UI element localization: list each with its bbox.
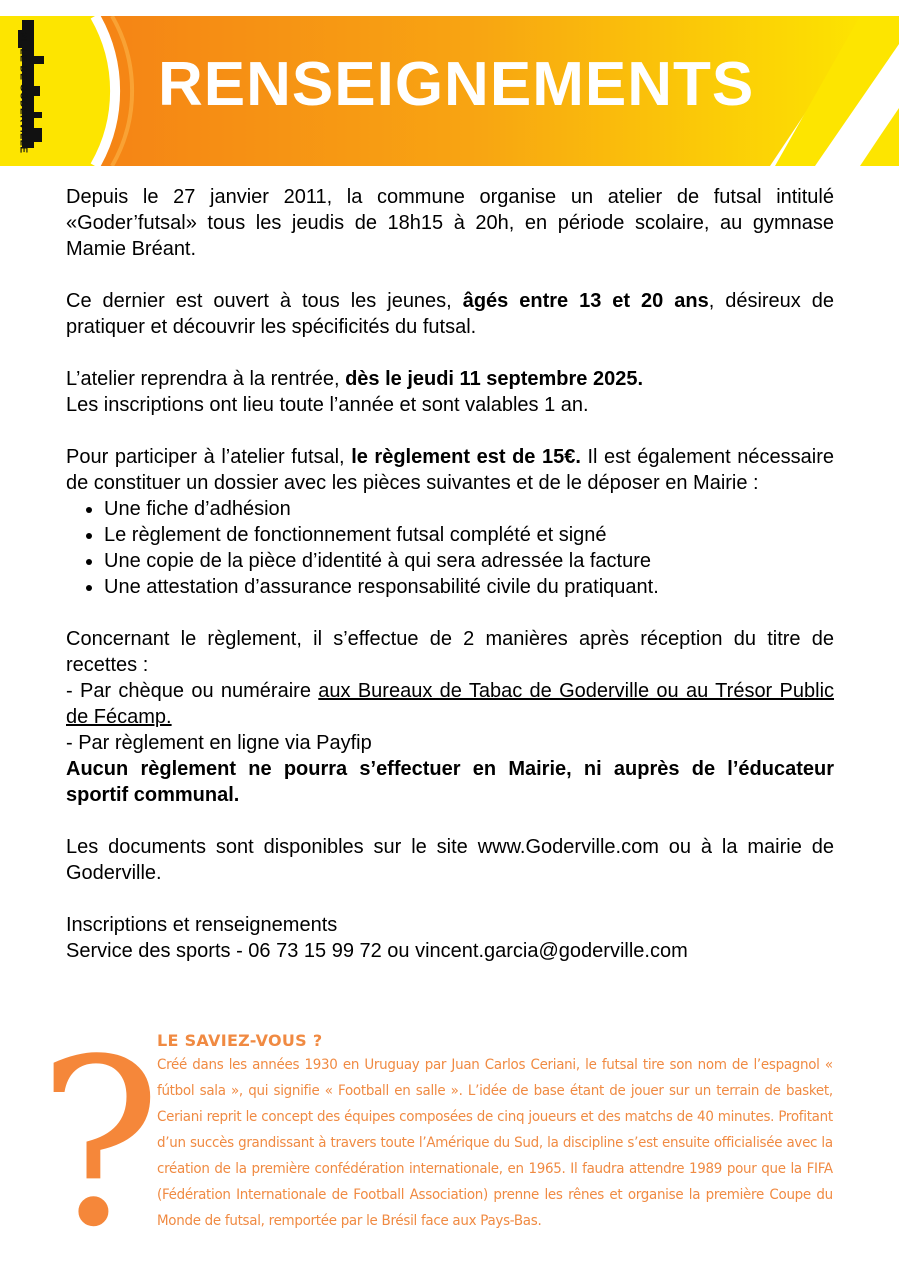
list-item: • Le règlement de fonctionnement futsal complété et signé [104,522,834,548]
list-item: • Une attestation d’assurance responsabilité civile du pratiquant. [104,574,834,600]
did-you-know-title: LE SAVIEZ-VOUS ? [157,1031,323,1050]
list-item: • Une fiche d’adhésion [104,496,834,522]
city-logo-text: VILLE DE GODERVILLE [17,30,29,154]
header-banner [0,16,899,166]
main-content [66,184,834,990]
age-paragraph: Ce dernier est ouvert à tous les jeunes, âgés entre 13 et 20 ans, désireux de pratiquer et découvrir les spécificités du futsal. [66,290,835,338]
contact-paragraph: Inscriptions et renseignements Service des sports - 06 73 15 99 72 ou vincent.garcia@goderville.com [66,914,688,962]
did-you-know-text: Créé dans les années 1930 en Uruguay par Juan Carlos Ceriani, le futsal tire son nom de l’espagnol « fútbol sala », qui signifie « Football en salle ». L’idée de base étant de jouer sur un terrain de basket, Ceriani reprit le concept des équipes composées de cinq joueurs et des matchs de 40 minutes. Profitant d’un succès grandissant à travers toute l’Amérique du Sud, la discipline s’est ensuite officialisée avec la création de la première confédération internationale, en 1965. Il faudra attendre 1989 pour que la FIFA (Fédération Internationale de Football Association) prenne les rênes et organise la première Coupe du Monde de futsal, remportée par le Brésil face aux Pays-Bas. [157,1057,833,1229]
intro-paragraph: Depuis le 27 janvier 2011, la commune organise un atelier de futsal intitulé «Goder’futsal» tous les jeudis de 18h15 à 20h, en période scolaire, au gymnase Mamie Bréant. [66,186,834,260]
payment-paragraph: Concernant le règlement, il s’effectue de 2 manières après réception du titre de recettes : - Par chèque ou numéraire aux Bureaux de Tabac de Goderville ou au Trésor Public de Fécamp. - Par règlement en ligne via Payfip Aucun règlement ne pourra s’effectuer en Mairie, ni auprès de l’éducateur sportif communal. [66,628,835,806]
documents-paragraph: Les documents sont disponibles sur le site www.Goderville.com ou à la mairie de Goderville. [66,836,834,884]
did-you-know-box [157,1030,833,1234]
fee-paragraph: Pour participer à l’atelier futsal, le règlement est de 15€. Il est également nécessaire de constituer un dossier avec les pièces suivantes et de le déposer en Mairie : [66,446,834,494]
restart-paragraph: L’atelier reprendra à la rentrée, dès le jeudi 11 septembre 2025. Les inscriptions ont lieu toute l’année et sont valables 1 an. [66,368,644,416]
documents-list [66,496,834,600]
list-item: • Une copie de la pièce d’identité à qui sera adressée la facture [104,548,834,574]
page-title: RENSEIGNEMENTS [158,50,755,119]
question-mark-icon: ? [38,1011,162,1278]
payment-locations-link: aux Bureaux de Tabac de Goderville ou au Trésor Public de Fécamp. [66,680,835,728]
